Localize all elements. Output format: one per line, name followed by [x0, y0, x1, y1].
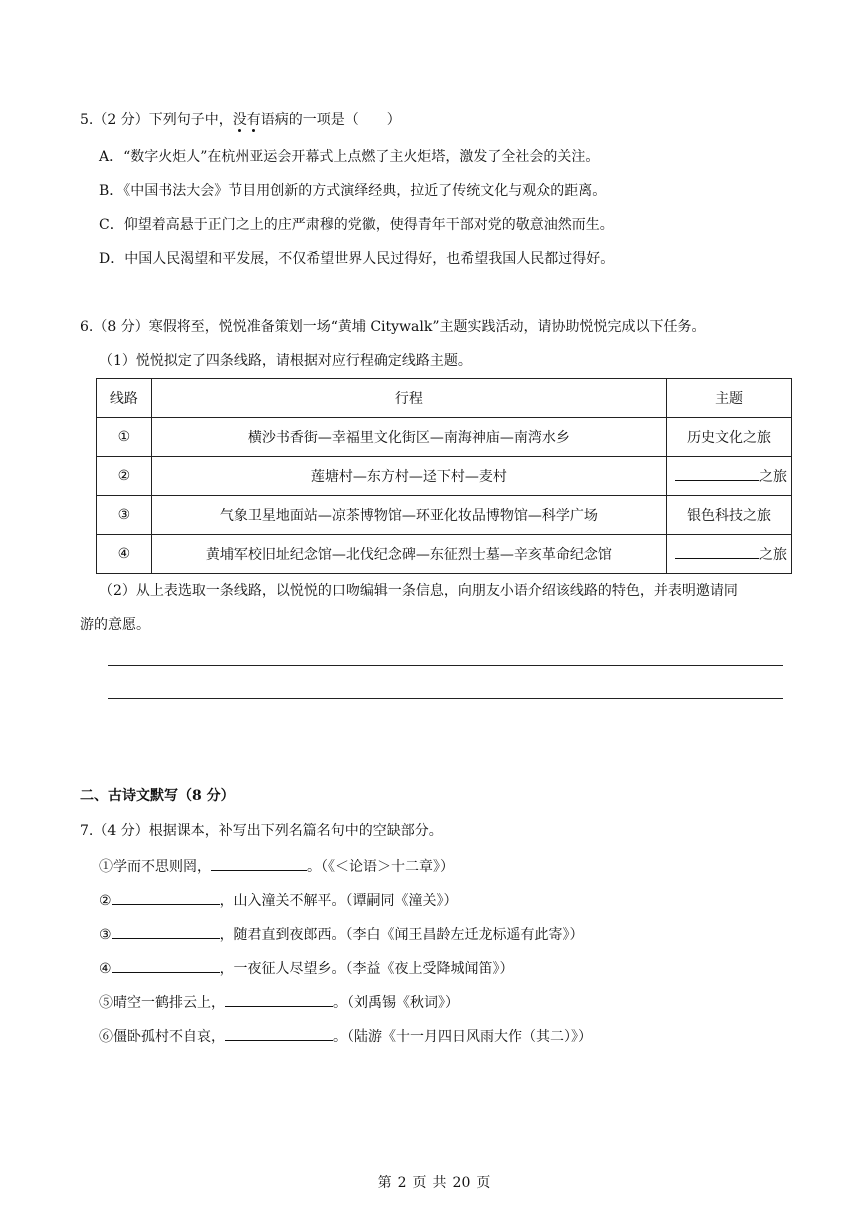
answer-line[interactable] — [108, 665, 783, 666]
q6-sub2-line2: 游的意愿。 — [80, 617, 150, 633]
item-text-pre: ⑥僵卧孤村不自哀， — [99, 1029, 225, 1045]
item-text-pre: ③ — [99, 927, 112, 943]
table-row — [97, 418, 792, 457]
route-itinerary: 横沙书香街—幸福里文化街区—南海神庙—南湾水乡 — [151, 418, 666, 457]
item-text-pre: ④ — [99, 961, 112, 977]
item-text-post: 。（《＜论语＞十二章》） — [307, 859, 454, 875]
theme-answer-blank[interactable] — [675, 544, 759, 559]
table-header-row — [97, 379, 792, 418]
item-text-post: ，山入潼关不解平。（谭嗣同《潼关》） — [219, 893, 458, 909]
route-theme: 历史文化之旅 — [667, 418, 792, 457]
route-theme-cell — [667, 535, 792, 574]
q5-stem-prefix: 5.（2 分）下列句子中， — [80, 112, 233, 128]
q6-stem: 6.（8 分）寒假将至，悦悦准备策划一场“黄埔 Citywalk”主题实践活动，请协助悦悦完成以下任务。 — [80, 319, 706, 335]
route-theme: 银色科技之旅 — [667, 496, 792, 535]
fill-blank[interactable] — [112, 890, 220, 905]
route-itinerary: 黄埔军校旧址纪念馆—北伐纪念碑—东征烈士墓—辛亥革命纪念馆 — [151, 535, 666, 574]
route-num: ① — [97, 418, 152, 457]
route-num: ④ — [97, 535, 152, 574]
q7-item-2 — [99, 890, 458, 910]
fill-blank[interactable] — [225, 992, 333, 1007]
item-text-post: 。（刘禹锡《秋词》） — [333, 995, 459, 1011]
section-title: 二、古诗文默写（8 分） — [80, 788, 235, 804]
fill-blank[interactable] — [211, 856, 307, 871]
page-number: 2 — [397, 1175, 407, 1191]
q6-sub2-line1: （2）从上表选取一条线路，以悦悦的口吻编辑一条信息，向朋友小语介绍该线路的特色，并表明邀请同 — [99, 583, 738, 599]
q5-stem — [80, 111, 401, 129]
table-row — [97, 457, 792, 496]
item-text-pre: ② — [99, 893, 112, 909]
footer-text: 页 — [412, 1175, 427, 1191]
header-route-num: 线路 — [97, 379, 152, 418]
footer-text: 第 — [377, 1175, 392, 1191]
theme-answer-blank[interactable] — [675, 466, 759, 481]
footer-text: 共 — [432, 1175, 447, 1191]
item-text-post: 。（陆游《十一月四日风雨大作（其二）》） — [333, 1029, 592, 1045]
route-num: ② — [97, 457, 152, 496]
q5-option-a: A．“数字火炬人”在杭州亚运会开幕式上点燃了主火炬塔，激发了全社会的关注。 — [99, 149, 600, 165]
table-row — [97, 535, 792, 574]
fill-blank[interactable] — [225, 1026, 333, 1041]
header-theme: 主题 — [667, 379, 792, 418]
q7-item-5 — [99, 992, 459, 1012]
fill-blank[interactable] — [112, 924, 220, 939]
route-itinerary: 气象卫星地面站—凉茶博物馆—环亚化妆品博物馆—科学广场 — [151, 496, 666, 535]
q6-sub1: （1）悦悦拟定了四条线路，请根据对应行程确定线路主题。 — [99, 353, 472, 369]
route-theme: 之旅 — [759, 547, 787, 563]
route-itinerary: 莲塘村—东方村—迳下村—麦村 — [151, 457, 666, 496]
answer-line[interactable] — [108, 698, 783, 699]
footer-text: 页 — [476, 1175, 491, 1191]
emphasis-char: 有 — [246, 112, 261, 128]
q5-option-c: C．仰望着高悬于正门之上的庄严肃穆的党徽，使得青年干部对党的敬意油然而生。 — [99, 217, 614, 233]
item-text-post: ，随君直到夜郎西。（李白《闻王昌龄左迁龙标遥有此寄》） — [219, 927, 584, 943]
q5-stem-suffix: 语病的一项是（ ） — [260, 112, 401, 128]
total-pages: 20 — [452, 1175, 471, 1191]
header-itinerary: 行程 — [151, 379, 666, 418]
q7-stem: 7.（4 分）根据课本，补写出下列名篇名句中的空缺部分。 — [80, 823, 443, 839]
route-theme: 之旅 — [759, 469, 787, 485]
fill-blank[interactable] — [112, 958, 220, 973]
item-text-pre: ⑤晴空一鹤排云上， — [99, 995, 225, 1011]
q7-item-6 — [99, 1026, 592, 1046]
route-num: ③ — [97, 496, 152, 535]
q7-item-4 — [99, 958, 514, 978]
page-footer — [0, 1172, 868, 1192]
item-text-post: ，一夜征人尽望乡。（李益《夜上受降城闻笛》） — [219, 961, 514, 977]
q7-item-1 — [99, 856, 454, 876]
q5-option-d: D．中国人民渴望和平发展，不仅希望世界人民过得好，也希望我国人民都过得好。 — [99, 251, 615, 267]
route-theme-cell — [667, 457, 792, 496]
routes-table — [96, 378, 792, 574]
q7-item-3 — [99, 924, 584, 944]
emphasis-char: 没 — [232, 112, 247, 128]
q5-option-b: B．《中国书法大会》节目用创新的方式演绎经典，拉近了传统文化与观众的距离。 — [99, 183, 607, 199]
item-text-pre: ①学而不思则罔， — [99, 859, 211, 875]
table-row — [97, 496, 792, 535]
